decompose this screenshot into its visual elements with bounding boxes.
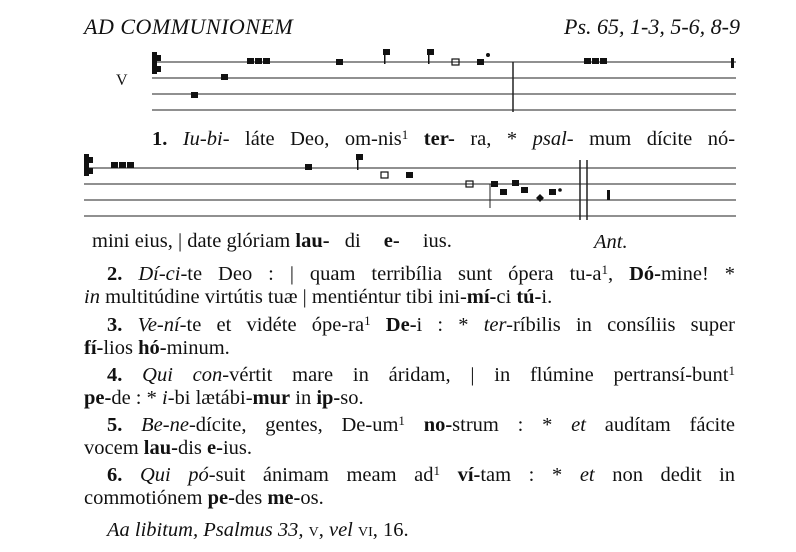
custos (607, 190, 610, 200)
verse-number: 3. (107, 314, 123, 336)
lyric-text: lios (103, 337, 133, 359)
lyric-text: non dedit in (612, 464, 736, 486)
c-clef-2 (84, 154, 93, 176)
lyric-text: des (234, 487, 263, 509)
staff-2 (84, 160, 736, 220)
verse-number: 1. (152, 128, 168, 150)
neume-stem (384, 55, 386, 64)
footer-text: vel (328, 519, 353, 541)
neume-hollow (381, 172, 388, 178)
lyric-text: multitúdine virtútis tuæ | mentiéntur tibi ini- (105, 286, 467, 308)
lyric-text: mini eius, | date glóriam (92, 230, 291, 252)
verse-5-line-1 (107, 413, 735, 437)
superscript-mark: 1 (601, 262, 608, 277)
neume-stem (428, 55, 430, 64)
lyric-text: dícite, gentes, De-um (195, 414, 399, 436)
lyric-syllable: ter- (483, 314, 513, 336)
neume (512, 180, 519, 186)
neume (127, 162, 134, 168)
neume (500, 189, 507, 195)
lyric-syllable: Qui pó- (139, 464, 216, 486)
neume (191, 92, 198, 98)
lyric-text: tam : * (480, 464, 563, 486)
neume (383, 49, 390, 55)
lyric-syllable: Ve-ní- (137, 314, 187, 336)
verse-6-line-1 (107, 463, 735, 487)
incipit-line (152, 127, 735, 151)
verse-2-line-2 (84, 286, 735, 309)
lyric-syllable: et (571, 414, 586, 436)
lyric-accent: e- (207, 437, 223, 459)
neume (477, 59, 484, 65)
neume (356, 154, 363, 160)
verse-number: 5. (107, 414, 123, 436)
neume (255, 58, 262, 64)
neume (491, 181, 498, 187)
neumes-staff-2 (111, 154, 610, 202)
verse-4-line-2 (84, 387, 735, 410)
lyric-text: di (344, 230, 361, 252)
lyric-accent: mí- (466, 286, 497, 308)
verse-2-line-1 (107, 262, 735, 286)
verse-4-line-1 (107, 363, 735, 387)
footer-line (107, 519, 735, 542)
lyric-text: i. (541, 286, 553, 308)
verse-number: 4. (107, 364, 123, 386)
lyric-text: audítam fácite (604, 414, 736, 436)
lyric-text: mum dícite nó- (589, 128, 736, 150)
lyric-accent: no- (423, 414, 453, 436)
mora-dot (558, 188, 562, 192)
psalm-reference: Ps. 65, 1-3, 5-6, 8-9 (564, 14, 740, 39)
mode-mark: V (116, 72, 128, 89)
neume (600, 58, 607, 64)
antiphon-end-line (92, 230, 652, 253)
superscript-mark: 1 (728, 363, 736, 378)
lyric-text: ríbilis in consíliis super (512, 314, 736, 336)
neume (111, 162, 118, 168)
neume (247, 58, 254, 64)
lyric-syllable: Be-ne- (141, 414, 196, 436)
verse-6-line-2 (84, 487, 735, 510)
lyric-accent: lau- (295, 230, 330, 252)
lyric-accent: e- (383, 230, 400, 252)
neume (336, 59, 343, 65)
lyric-text: dis (177, 437, 202, 459)
neume (549, 189, 556, 195)
lyric-syllable: in (84, 286, 100, 308)
lyric-accent: hó- (138, 337, 167, 359)
staff-1 (152, 62, 736, 112)
lyric-syllable: Qui con- (142, 364, 230, 386)
lyric-text: vocem (84, 437, 139, 459)
lyric-accent: ter- (423, 128, 455, 150)
neumes-staff-1 (191, 49, 734, 98)
lyric-text: so. (340, 387, 364, 409)
superscript-mark: 1 (433, 463, 440, 478)
lyric-accent: pe- (84, 387, 112, 409)
lyric-text: os. (300, 487, 324, 509)
lyric-text: suit ánimam meam ad (215, 464, 434, 486)
lyric-accent: Dó- (629, 263, 661, 285)
lyric-accent: ip- (316, 387, 341, 409)
lyric-accent: De- (385, 314, 417, 336)
verse-3-line-2 (84, 337, 735, 360)
neume (521, 187, 528, 193)
footer-text: v, (308, 519, 324, 541)
lyric-text: te Deo : | quam terribília sunt ópera tu-a (187, 263, 602, 285)
lyric-text: mine! (660, 263, 709, 285)
lyric-accent: me- (267, 487, 301, 509)
custos (731, 58, 734, 68)
verse-5-line-2 (84, 437, 735, 460)
neume (427, 49, 434, 55)
mora-dot (486, 53, 490, 57)
lyric-accent: tú- (516, 286, 542, 308)
lyric-text: ius. (222, 437, 253, 459)
superscript-mark: 1 (398, 413, 405, 428)
footer-text: vi, 16. (358, 519, 409, 541)
verse-3-line-1 (107, 313, 735, 337)
lyric-syllable: i- (162, 387, 175, 409)
superscript-mark: 1 (364, 313, 371, 328)
neume (221, 74, 228, 80)
lyric-text: , (607, 263, 614, 285)
chant-title: AD COMMUNIONEM (84, 14, 294, 39)
lyric-text: vértit mare in áridam, | in flúmine pertransí-bunt (229, 364, 729, 386)
lyric-accent: mur (252, 387, 291, 409)
lyric-text: ra, * (470, 128, 518, 150)
neume (305, 164, 312, 170)
lyric-syllable: psal- (532, 128, 574, 150)
lyric-text: in (295, 387, 312, 409)
lyric-syllable: et (579, 464, 595, 486)
lyric-text: láte Deo, om-nis (245, 128, 402, 150)
rhombus-neume (536, 194, 544, 202)
superscript-mark: 1 (401, 127, 409, 142)
lyric-text: commotiónem (84, 487, 203, 509)
antiphon-marker: Ant. (594, 231, 628, 253)
verse-number: 6. (107, 464, 123, 486)
c-clef-1 (152, 52, 161, 74)
lyric-text: * (724, 263, 735, 285)
lyric-accent: lau- (143, 437, 178, 459)
lyric-text: i : * (416, 314, 469, 336)
neume (119, 162, 126, 168)
verse-number: 2. (107, 263, 123, 285)
lyric-accent: ví- (457, 464, 481, 486)
lyric-syllable: Iu-bi- (182, 128, 230, 150)
neume (592, 58, 599, 64)
lyric-text: ius. (422, 230, 452, 252)
lyric-accent: fí- (84, 337, 104, 359)
footer-text: Aa libitum, Psalmus 33, (107, 519, 304, 541)
lyric-accent: pe- (207, 487, 235, 509)
neume-stem (357, 160, 359, 170)
neume (263, 58, 270, 64)
lyric-text: strum : * (452, 414, 553, 436)
lyric-syllable: Dí-ci- (138, 263, 188, 285)
lyric-text: minum. (166, 337, 230, 359)
neume (584, 58, 591, 64)
lyric-text: te et vidéte ópe-ra (186, 314, 365, 336)
neume (406, 172, 413, 178)
lyric-text: de : * (111, 387, 157, 409)
lyric-text: ci (496, 286, 512, 308)
lyric-text: bi lætábi- (174, 387, 253, 409)
